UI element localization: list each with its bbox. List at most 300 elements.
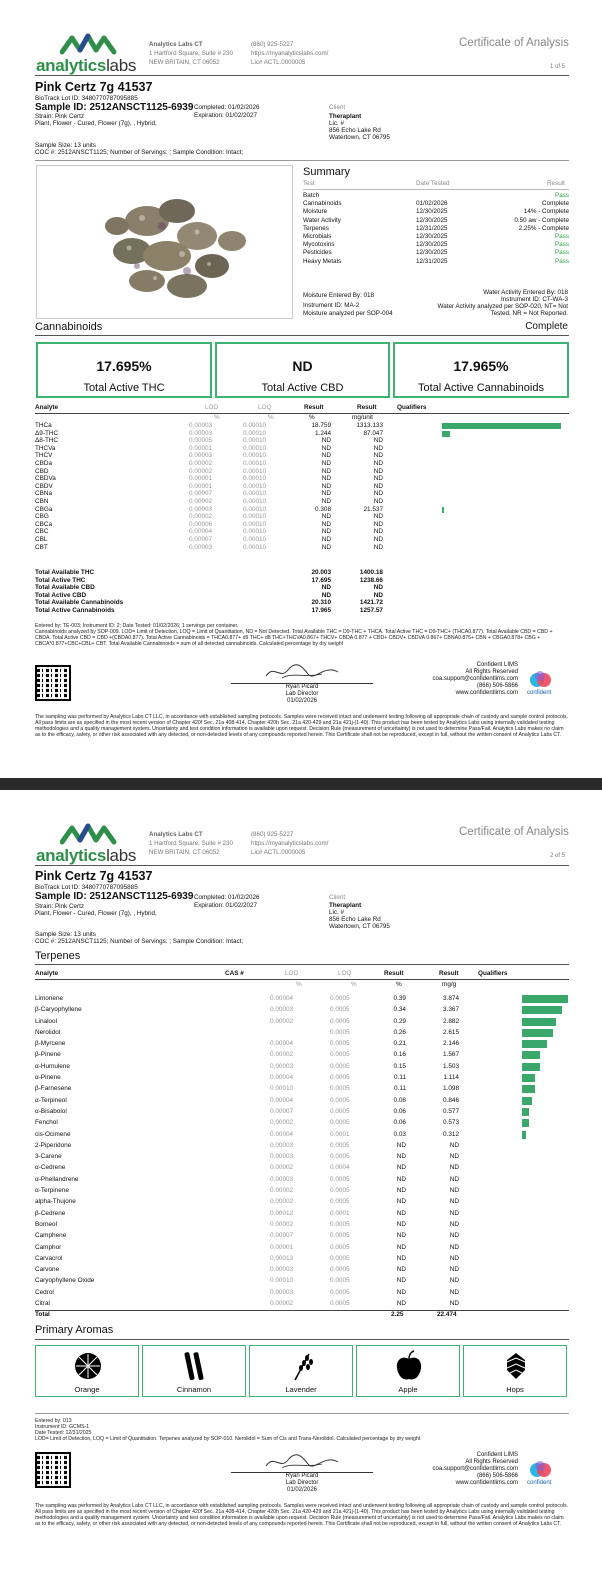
cannabinoid-table bbox=[35, 422, 569, 551]
client-lic: Lic. # bbox=[329, 120, 345, 127]
analyte-name: CBL bbox=[35, 535, 48, 543]
sample-type: Plant, Flower - Cured, Flower (7g), , Hybrid, bbox=[35, 910, 157, 917]
lab-phone: (860) 925-5227 bbox=[251, 831, 294, 838]
lod-value: 0.00003 bbox=[270, 1062, 294, 1070]
loq-value: 0.0005 bbox=[330, 1266, 350, 1274]
cannabinoid-table-header bbox=[35, 404, 569, 412]
analyte-name: α-Phellandrene bbox=[35, 1175, 79, 1183]
result-mg: ND bbox=[373, 459, 383, 467]
cannabinoid-row bbox=[35, 475, 569, 483]
lims-url[interactable]: www.confidentlims.com bbox=[455, 690, 518, 696]
terpene-row bbox=[35, 1287, 569, 1298]
loq-value: 0.00010 bbox=[243, 543, 267, 551]
terpene-row bbox=[35, 1174, 569, 1185]
result-mg: 0.577 bbox=[443, 1107, 459, 1115]
result-percent: 0.15 bbox=[393, 1062, 406, 1070]
terpene-table-header bbox=[35, 970, 569, 978]
doc-title: Certificate of Analysis bbox=[459, 37, 569, 49]
coa-page-1 bbox=[0, 0, 602, 778]
qualifier-bar bbox=[522, 1051, 540, 1059]
summary-test: Mycotoxins bbox=[303, 241, 335, 249]
cannabinoid-row bbox=[35, 490, 569, 498]
summary-result: Complete bbox=[542, 200, 569, 208]
biotrack-lot: BioTrack Lot ID: 3480770787095885 bbox=[35, 884, 138, 891]
lod-value: 0.00001 bbox=[189, 475, 213, 483]
total-label: Total Available Cannabinoids bbox=[35, 599, 124, 607]
result-percent: ND bbox=[396, 1164, 406, 1172]
result-percent: 0.03 bbox=[393, 1130, 406, 1138]
coc-info: COC #: 2512ANSCT1125; Number of Servings: ; Sample Condition: Intact; bbox=[35, 938, 244, 945]
cinnamon-icon bbox=[180, 1350, 210, 1382]
lod-value: 0.00001 bbox=[189, 482, 213, 490]
sample-size: Sample Size: 13 units bbox=[35, 931, 96, 938]
loq-value: 0.0005 bbox=[330, 1040, 350, 1048]
terpene-row bbox=[35, 1242, 569, 1253]
result-mg: 0.846 bbox=[443, 1096, 459, 1104]
director-role: Lab Director bbox=[285, 691, 319, 697]
client-address-1: 856 Echo Lake Rd bbox=[329, 916, 381, 923]
moisture-note-1: Moisture Entered By: 018 bbox=[303, 292, 375, 299]
analyte-name: cis-Ocimene bbox=[35, 1130, 71, 1138]
confident-logo-icon bbox=[527, 1460, 555, 1480]
result-mg: 3.367 bbox=[443, 1006, 459, 1014]
lims-name: Confident LIMS bbox=[476, 1452, 518, 1458]
total-active-cbd-box bbox=[215, 342, 390, 398]
result-mg: ND bbox=[373, 490, 383, 498]
lab-url[interactable]: https://myanalyticslabs.com/ bbox=[251, 840, 329, 847]
total-mg: 1400.18 bbox=[359, 569, 383, 576]
summary-row bbox=[303, 249, 569, 257]
result-mg: ND bbox=[373, 520, 383, 528]
loq-value: 0.0005 bbox=[330, 1300, 350, 1308]
completed-date: Completed: 01/02/2026 bbox=[194, 894, 260, 901]
loq-value: 0.00010 bbox=[243, 490, 267, 498]
analyte-name: CBT bbox=[35, 543, 48, 551]
summary-table bbox=[303, 192, 569, 266]
lab-license: Lic# ACTL.0000005 bbox=[251, 59, 306, 66]
coc-info: COC #: 2512ANSCT1125; Number of Servings: ; Sample Condition: Intact; bbox=[35, 149, 244, 156]
result-percent: ND bbox=[321, 513, 331, 521]
product-name: Pink Certz 7g 41537 bbox=[35, 80, 153, 94]
aroma-cinnamon bbox=[142, 1345, 246, 1397]
terpene-table bbox=[35, 993, 569, 1309]
terpene-row bbox=[35, 1016, 569, 1027]
terpene-row bbox=[35, 1219, 569, 1230]
aromas-title: Primary Aromas bbox=[35, 1324, 114, 1336]
summary-header-date: Date Tested bbox=[416, 180, 450, 187]
result-percent: 0.11 bbox=[394, 1074, 406, 1082]
sample-id: Sample ID: 2512ANSCT1125-6939 bbox=[35, 891, 194, 902]
col-qualifiers: Qualifiers bbox=[478, 970, 508, 977]
doc-title: Certificate of Analysis bbox=[459, 826, 569, 838]
analyte-name: β-Pinene bbox=[35, 1051, 61, 1059]
summary-row bbox=[303, 233, 569, 241]
cannabinoid-row bbox=[35, 437, 569, 445]
analyte-name: Δ8-THC bbox=[35, 437, 59, 445]
qualifier-bar bbox=[522, 1131, 526, 1139]
analyte-name: CBDV bbox=[35, 482, 53, 490]
loq-value: 0.0005 bbox=[330, 1288, 350, 1296]
col-analyte: Analyte bbox=[35, 404, 59, 411]
analyte-name: CBDa bbox=[35, 459, 53, 467]
lab-url[interactable]: https://myanalyticslabs.com/ bbox=[251, 50, 329, 57]
analyte-name: CBC bbox=[35, 528, 49, 536]
summary-header-result: Result bbox=[547, 180, 565, 187]
col-cas: CAS # bbox=[225, 970, 244, 977]
result-percent: 0.06 bbox=[393, 1119, 406, 1127]
lod-value: 0.00003 bbox=[270, 1153, 294, 1161]
loq-value: 0.0005 bbox=[330, 1243, 350, 1251]
terpene-row bbox=[35, 1264, 569, 1275]
lims-email[interactable]: coa.support@confidentlims.com bbox=[432, 676, 518, 682]
loq-value: 0.00010 bbox=[243, 475, 267, 483]
analyte-name: alpha-Thujone bbox=[35, 1198, 76, 1206]
lod-value: 0.00004 bbox=[189, 528, 213, 536]
summary-date: 12/30/2025 bbox=[416, 208, 448, 216]
aroma-label: Hops bbox=[506, 1385, 524, 1394]
divider bbox=[303, 189, 569, 190]
lod-value: 0.00003 bbox=[189, 452, 213, 460]
result-mg: 1.567 bbox=[443, 1051, 459, 1059]
result-mg: ND bbox=[449, 1153, 459, 1161]
total-active-cbd-value: ND bbox=[292, 358, 313, 374]
lab-name: Analytics Labs CT bbox=[149, 831, 203, 838]
terpene-row bbox=[35, 1275, 569, 1286]
loq-value: 0.0005 bbox=[330, 1017, 350, 1025]
result-percent: ND bbox=[396, 1220, 406, 1228]
total-percent: 2.25 bbox=[391, 1311, 404, 1318]
loq-value: 0.00010 bbox=[243, 528, 267, 536]
product-name: Pink Certz 7g 41537 bbox=[35, 869, 153, 883]
summary-date: 12/30/2025 bbox=[416, 216, 448, 224]
result-percent: ND bbox=[396, 1300, 406, 1308]
strain: Strain: Pink Certz bbox=[35, 113, 84, 120]
lod-value: 0.00005 bbox=[189, 437, 213, 445]
summary-row bbox=[303, 225, 569, 233]
lims-name: Confident LIMS bbox=[476, 662, 518, 668]
result-percent: 1.244 bbox=[315, 429, 331, 437]
lims-url[interactable]: www.confidentlims.com bbox=[455, 1480, 518, 1486]
result-percent: ND bbox=[321, 520, 331, 528]
result-percent: 0.26 bbox=[393, 1028, 406, 1036]
analyte-name: Borneol bbox=[35, 1220, 58, 1228]
lims-rights: All Rights Reserved bbox=[465, 1459, 518, 1465]
signature-image bbox=[262, 662, 342, 682]
analyte-name: Carvone bbox=[35, 1266, 60, 1274]
total-label: Total Available CBD bbox=[35, 584, 95, 592]
cannabinoid-note-1: Entered by: TE-003; Instrument ID: 2; Date Tested: 01/02/2026; 1 servings per container. bbox=[35, 623, 239, 629]
result-percent: ND bbox=[396, 1266, 406, 1274]
confident-logo bbox=[527, 670, 555, 698]
divider bbox=[35, 1413, 569, 1414]
total-label: Total Active Cannabinoids bbox=[35, 606, 115, 614]
total-mg: 1257.57 bbox=[359, 606, 383, 614]
result-percent: ND bbox=[321, 497, 331, 505]
lod-value: 0.00004 bbox=[270, 1096, 294, 1104]
lod-value: 0.00007 bbox=[189, 490, 213, 498]
summary-result: Pass bbox=[555, 257, 569, 265]
result-mg: ND bbox=[449, 1300, 459, 1308]
loq-value: 0.0001 bbox=[330, 1130, 350, 1138]
summary-title: Summary bbox=[303, 166, 351, 178]
summary-test: Moisture bbox=[303, 208, 328, 216]
lab-contact bbox=[251, 40, 328, 67]
terpene-row bbox=[35, 1185, 569, 1196]
loq-value: 0.0005 bbox=[330, 1006, 350, 1014]
result-mg: 21.537 bbox=[363, 505, 383, 513]
moisture-note-3: Moisture analyzed per SOP-004 bbox=[303, 310, 393, 317]
lod-value: 0.00010 bbox=[270, 1277, 294, 1285]
summary-row bbox=[303, 241, 569, 249]
terpene-row bbox=[35, 1004, 569, 1015]
loq-value: 0.00010 bbox=[243, 505, 267, 513]
result-mg: 0.573 bbox=[443, 1119, 459, 1127]
qualifier-bar bbox=[522, 1119, 529, 1127]
analyte-name: Fenchol bbox=[35, 1119, 58, 1127]
cannabinoid-units bbox=[35, 414, 569, 422]
result-percent: 0.11 bbox=[394, 1085, 406, 1093]
logo-wordmark: analyticslabs bbox=[36, 56, 137, 75]
result-percent: 0.34 bbox=[393, 1006, 406, 1014]
result-percent: ND bbox=[321, 543, 331, 551]
completed-date: Completed: 01/02/2026 bbox=[194, 104, 260, 111]
wa-note-2: Instrument ID: CT-WA-3 bbox=[501, 296, 568, 303]
analyte-name: α-Terpinene bbox=[35, 1187, 69, 1195]
terpene-row bbox=[35, 1196, 569, 1207]
qr-code[interactable] bbox=[35, 1452, 71, 1488]
loq-value: 0.0005 bbox=[330, 1051, 350, 1059]
unit-result: % bbox=[309, 414, 315, 421]
result-percent: ND bbox=[321, 444, 331, 452]
analyte-name: Nerolidol bbox=[35, 1028, 61, 1036]
client-name: Theraplant bbox=[329, 902, 362, 909]
qualifier-bar bbox=[522, 1085, 535, 1093]
analyte-name: CBCa bbox=[35, 520, 53, 528]
sample-size: Sample Size: 13 units bbox=[35, 142, 96, 149]
total-label: Total bbox=[35, 1311, 50, 1318]
terpene-row bbox=[35, 1129, 569, 1140]
terpene-note-1: Entered by: 013 bbox=[35, 1418, 72, 1424]
result-percent: 0.16 bbox=[393, 1051, 406, 1059]
qualifier-bar bbox=[442, 423, 561, 429]
summary-test: Microbials bbox=[303, 232, 332, 240]
analyte-name: β-Myrcene bbox=[35, 1040, 66, 1048]
col-result-mg: Result bbox=[357, 404, 377, 411]
logo-mark-icon bbox=[60, 32, 120, 58]
qualifier-bar bbox=[522, 1074, 535, 1082]
cannabinoid-row bbox=[35, 468, 569, 476]
terpene-row bbox=[35, 1106, 569, 1117]
summary-header-test: Test bbox=[303, 180, 315, 187]
result-percent: ND bbox=[396, 1232, 406, 1240]
loq-value: 0.0005 bbox=[330, 1175, 350, 1183]
result-mg: ND bbox=[449, 1164, 459, 1172]
cannabinoid-row bbox=[35, 430, 569, 438]
result-percent: 0.308 bbox=[315, 505, 331, 513]
col-lod: LOD bbox=[205, 404, 219, 411]
analyte-name: Δ9-THC bbox=[35, 429, 59, 437]
loq-value: 0.00010 bbox=[243, 520, 267, 528]
loq-value: 0.00010 bbox=[243, 422, 267, 429]
result-percent: ND bbox=[321, 437, 331, 445]
total-label: Total Active CBD bbox=[35, 591, 87, 599]
signature-image bbox=[262, 1452, 342, 1472]
lod-value: 0.00003 bbox=[189, 505, 213, 513]
lod-value: 0.00010 bbox=[270, 1085, 294, 1093]
apple-icon bbox=[394, 1350, 424, 1382]
terpene-row bbox=[35, 1038, 569, 1049]
summary-test: Batch bbox=[303, 192, 320, 199]
col-analyte: Analyte bbox=[35, 970, 59, 977]
loq-value: 0.0005 bbox=[330, 1232, 350, 1240]
loq-value: 0.0005 bbox=[330, 1074, 350, 1082]
divider bbox=[35, 964, 569, 965]
total-label: Total Active THC bbox=[35, 576, 86, 584]
qualifier-bar bbox=[442, 431, 450, 437]
loq-value: 0.0004 bbox=[330, 1164, 350, 1172]
summary-test: Cannabinoids bbox=[303, 200, 342, 208]
terpene-row bbox=[35, 1162, 569, 1173]
terpene-row bbox=[35, 1208, 569, 1219]
col-result: Result bbox=[304, 404, 324, 411]
total-percent: 20.310 bbox=[311, 599, 331, 607]
analyte-name: CBN bbox=[35, 497, 49, 505]
analyte-name: α-Pinene bbox=[35, 1074, 61, 1082]
total-active-cbd-label: Total Active CBD bbox=[261, 382, 344, 394]
confident-wordmark: confident bbox=[527, 690, 552, 696]
lavender-icon bbox=[287, 1350, 317, 1382]
lod-value: 0.00003 bbox=[189, 422, 213, 429]
result-percent: ND bbox=[396, 1175, 406, 1183]
lims-email[interactable]: coa.support@confidentlims.com bbox=[432, 1466, 518, 1472]
lab-address-1: 1 Hartford Square, Suite # 230 bbox=[149, 840, 233, 847]
signoff bbox=[262, 1473, 342, 1494]
summary-result: Pass bbox=[555, 232, 569, 240]
lod-value: 0.00001 bbox=[270, 1243, 294, 1251]
analyte-name: Limonene bbox=[35, 995, 64, 1002]
result-mg: ND bbox=[449, 1232, 459, 1240]
client-lic: Lic. # bbox=[329, 909, 345, 916]
terpene-row bbox=[35, 993, 569, 1004]
aroma-apple bbox=[356, 1345, 460, 1397]
aroma-lavender bbox=[249, 1345, 353, 1397]
cannabinoid-total-row bbox=[35, 599, 569, 607]
aroma-label: Cinnamon bbox=[176, 1385, 212, 1394]
terpene-row bbox=[35, 1027, 569, 1038]
expiration-date: Expiration: 01/02/2027 bbox=[194, 112, 258, 119]
unit-loq: % bbox=[351, 981, 357, 988]
terpene-row bbox=[35, 1140, 569, 1151]
result-mg: 1.114 bbox=[443, 1074, 459, 1082]
moisture-note-2: Instrument ID: MA-2 bbox=[303, 302, 360, 309]
lod-value: 0.00004 bbox=[270, 1130, 294, 1138]
summary-result: 2.25% - Complete bbox=[518, 224, 569, 232]
divider bbox=[35, 75, 569, 76]
cannabinoids-status: Complete bbox=[525, 321, 568, 332]
aroma-label: Apple bbox=[398, 1385, 418, 1394]
analyte-name: α-Terpineol bbox=[35, 1096, 67, 1104]
analyte-name: β-Caryophyllene bbox=[35, 1006, 82, 1014]
lod-value: 0.00002 bbox=[270, 1119, 294, 1127]
loq-value: 0.00010 bbox=[243, 535, 267, 543]
terpene-row bbox=[35, 1061, 569, 1072]
analyte-name: 2-Piperidone bbox=[35, 1141, 72, 1149]
terpene-row bbox=[35, 1230, 569, 1241]
lod-value: 0.00006 bbox=[189, 520, 213, 528]
analyte-name: CBNa bbox=[35, 490, 53, 498]
unit-result: % bbox=[396, 981, 402, 988]
summary-date: 12/30/2025 bbox=[416, 232, 448, 240]
result-percent: ND bbox=[321, 467, 331, 475]
result-mg: ND bbox=[449, 1198, 459, 1206]
result-percent: ND bbox=[321, 482, 331, 490]
result-mg: ND bbox=[373, 497, 383, 505]
orange-icon bbox=[73, 1350, 103, 1382]
terpene-row bbox=[35, 1253, 569, 1264]
total-mg: 1421.72 bbox=[359, 599, 383, 607]
total-active-thc-box bbox=[36, 342, 212, 398]
total-mg: 22.474 bbox=[437, 1311, 457, 1318]
summary-date: 12/30/2025 bbox=[416, 241, 448, 249]
col-loq: LOQ bbox=[258, 404, 272, 411]
loq-value: 0.0005 bbox=[330, 1220, 350, 1228]
result-mg: ND bbox=[449, 1175, 459, 1183]
aroma-label: Lavender bbox=[285, 1385, 317, 1394]
loq-value: 0.00010 bbox=[243, 482, 267, 490]
result-mg: ND bbox=[373, 528, 383, 536]
result-mg: ND bbox=[449, 1187, 459, 1195]
terpene-row bbox=[35, 1151, 569, 1162]
client-label: Client bbox=[329, 104, 346, 111]
result-mg: ND bbox=[373, 437, 383, 445]
loq-value: 0.0005 bbox=[330, 1141, 350, 1149]
lab-license: Lic# ACTL.0000005 bbox=[251, 849, 306, 856]
total-percent: ND bbox=[321, 584, 331, 592]
cannabinoid-row bbox=[35, 460, 569, 468]
cannabinoid-total-row bbox=[35, 569, 569, 577]
analytics-labs-logo bbox=[36, 820, 140, 866]
biotrack-lot: BioTrack Lot ID: 3480770787095885 bbox=[35, 95, 138, 102]
page-number: 1 of 5 bbox=[550, 64, 566, 70]
cannabinoid-row bbox=[35, 536, 569, 544]
result-percent: ND bbox=[321, 535, 331, 543]
cannabinoid-row bbox=[35, 544, 569, 552]
loq-value: 0.0005 bbox=[330, 1153, 350, 1161]
unit-result-mg: mg/g bbox=[442, 981, 457, 988]
result-mg: ND bbox=[373, 475, 383, 483]
result-mg: 3.874 bbox=[443, 995, 459, 1002]
qr-code[interactable] bbox=[35, 665, 71, 701]
lims-phone: (866) 506-5866 bbox=[476, 1473, 518, 1479]
logo-mark-icon bbox=[60, 822, 120, 848]
lod-value: 0.00002 bbox=[270, 1300, 294, 1308]
terpene-row bbox=[35, 1049, 569, 1060]
analyte-name: Camphene bbox=[35, 1232, 67, 1240]
lod-value: 0.00003 bbox=[270, 1266, 294, 1274]
product-photo bbox=[36, 165, 293, 319]
analyte-name: CBG bbox=[35, 513, 49, 521]
analyte-name: THCVa bbox=[35, 444, 56, 452]
aroma-hops bbox=[463, 1345, 567, 1397]
loq-value: 0.00010 bbox=[243, 497, 267, 505]
coa-page-2 bbox=[0, 790, 602, 1569]
analyte-name: α-Bisabolol bbox=[35, 1107, 67, 1115]
terpene-total bbox=[35, 1311, 569, 1319]
qualifier-bar bbox=[442, 507, 444, 513]
result-percent: 0.21 bbox=[393, 1040, 406, 1048]
result-mg: 2.882 bbox=[443, 1017, 459, 1025]
aroma-label: Orange bbox=[74, 1385, 100, 1394]
